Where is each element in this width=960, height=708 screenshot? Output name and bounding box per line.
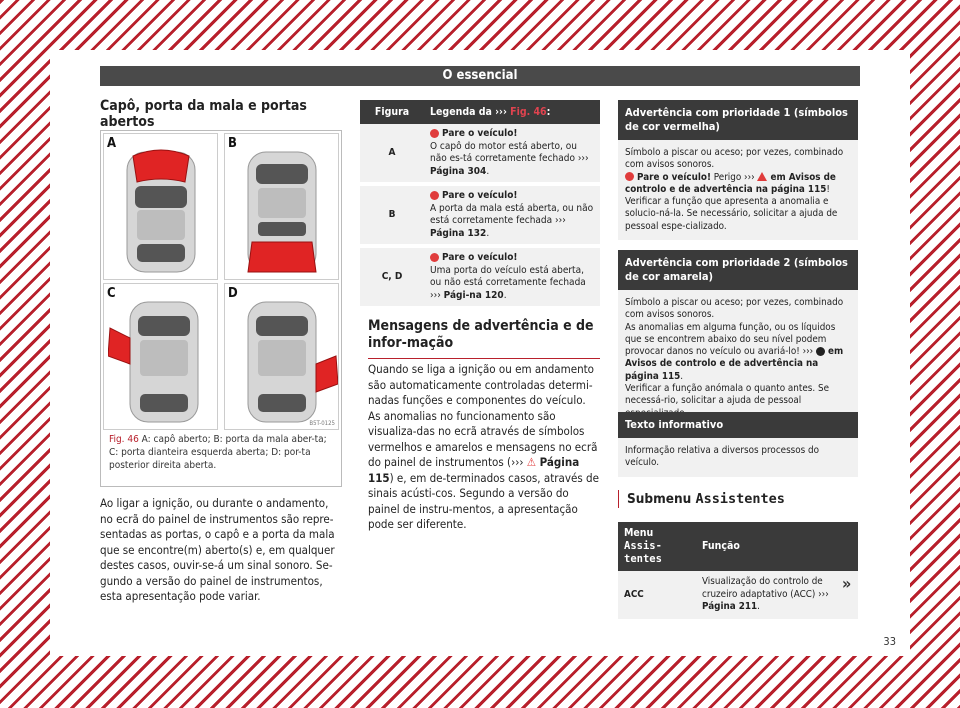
stop-warning-icon	[430, 253, 439, 262]
page-link[interactable]: Página 132	[430, 227, 487, 239]
panel-label-d: D	[228, 286, 238, 301]
info-text-box: Texto informativo Informação relativa a diversos processos do veículo.	[618, 412, 858, 477]
table-row: ACC Visualização do controlo de cruzeiro adaptativo (ACC) ››› Página 211.	[618, 571, 858, 619]
table-row: A Pare o veículo! O capô do motor está aberto, ou não es-tá corretamente fechado ››› Página 304.	[360, 124, 600, 184]
danger-triangle-icon	[757, 172, 767, 181]
panel-label-b: B	[228, 136, 237, 151]
page-link[interactable]: Página 115	[368, 455, 580, 485]
legend-table	[360, 100, 600, 310]
page-link[interactable]: em Avisos de controlo e de advertência na página 115	[625, 346, 844, 382]
figure-number: Fig. 46	[109, 434, 139, 445]
page-link[interactable]: em Avisos de controlo e de advertência na página 115	[625, 171, 836, 195]
figure-caption-text: A: capô aberto; B: porta da mala aber-ta; C: porta dianteira esquerda aberta; D: por-ta posterior direita aberta.	[109, 434, 327, 471]
priority-2-box: Advertência com prioridade 2 (símbolos de cor amarela) Símbolo a piscar ou aceso; por vezes, combinado com avisos sonoros. As anomalias em alguma função, ou os líquidos que se encontrem abaixo do seu nível podem provocar danos no veículo ou avariá-lo! ››› em Avisos de controlo e de advertência na página 115. Verificar a função anómala o quanto antes. Se necessá-rio, solicitar a ajuda de pessoal	[618, 250, 858, 427]
car-icon-front-left-door-open	[108, 298, 204, 426]
section-title-hood-doors: Capô, porta da mala e portas abertos	[100, 98, 340, 137]
page	[50, 50, 910, 656]
body-text-mid: Quando se liga a ignição ou em andamento são automaticamente controladas determi-nadas funções e componentes do veículo. As anomalias no funcionamento são visualiza-das no ecrã através de símbolos vermelhos e amarelos e mensagens no ecrã do painel de instrumentos (››› ⚠ Página 115) e, em de-terminados casos, através de sinais acústi-cos. Segundo a versão do painel de instru-mentos, a apresentação pode ser diferente.	[368, 362, 599, 531]
stop-warning-icon	[430, 129, 439, 138]
stop-warning-icon	[625, 172, 634, 181]
car-icon-trunk-open	[242, 148, 322, 276]
car-icon-rear-right-door-open	[242, 298, 338, 426]
table-row: C, D Pare o veículo! Uma porta do veículo está aberta, ou não está corretamente fechada ››› Pági-na 120.	[360, 246, 600, 308]
legend-col-legend: Legenda da ››› Fig. 46:	[424, 100, 600, 124]
figure-panel-b	[224, 133, 339, 280]
figure-code: B5T-0125	[309, 420, 335, 427]
submenu-title: Submenu Assistentes	[618, 490, 867, 508]
continue-arrow-icon: »	[842, 574, 852, 593]
priority-1-box: Advertência com prioridade 1 (símbolos de cor vermelha) Símbolo a piscar ou aceso; por vezes, combinado com avisos sonoros. Pare o veículo! Perigo ››› em Avisos de controlo e de advertência na página 115! Verificar a função que apresenta a anomalia e solucio-ná-la. Se necessário, solicitar a ajuda de pessoal espe-cializado.	[618, 100, 858, 240]
fig-link[interactable]: Fig. 46	[510, 106, 547, 118]
legend-col-figure: Figura	[360, 100, 424, 124]
col-menu: Menu Assis-tentes	[618, 522, 696, 571]
figure-46	[100, 130, 342, 487]
page-link[interactable]: Página 211	[702, 601, 758, 612]
figure-panel-a	[103, 133, 218, 280]
page-link[interactable]: Página 304	[430, 165, 487, 177]
figure-panel-d	[224, 283, 339, 430]
assistants-table	[618, 522, 858, 619]
page-link[interactable]: Pági-na 120	[443, 289, 504, 301]
attention-icon	[816, 347, 825, 356]
page-number: 33	[883, 635, 896, 648]
body-text-left: Ao ligar a ignição, ou durante o andamento, no ecrã do painel de instrumentos são repre-sentadas as portas, o capô e a porta da mala que se encontre(m) aberto(s) e, em qualquer destes casos, ouvir-se-á um sinal sonoro. Se-gundo a versão do painel de instrumentos, esta apresentação pode variar.	[100, 496, 335, 603]
panel-label-c: C	[107, 286, 116, 301]
warning-bell-icon: ⚠	[526, 455, 537, 469]
page-header: O essencial	[100, 66, 860, 86]
section-title-warnings: Mensagens de advertência e de infor-mação	[368, 318, 600, 359]
figure-panel-c	[103, 283, 218, 430]
stop-warning-icon	[430, 191, 439, 200]
col-function: Função	[696, 522, 858, 571]
car-icon-hood-open	[121, 148, 201, 276]
figure-caption	[109, 433, 333, 472]
panel-label-a: A	[107, 136, 117, 151]
table-row: B Pare o veículo! A porta da mala está aberta, ou não está corretamente fechada ››› Página 132.	[360, 184, 600, 246]
